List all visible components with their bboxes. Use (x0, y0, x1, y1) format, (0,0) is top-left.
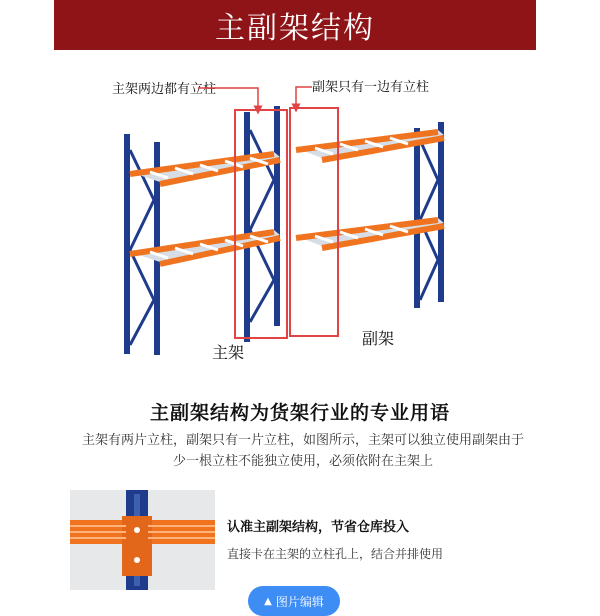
closeup-bracket (122, 516, 152, 576)
arrow-sub (296, 87, 312, 108)
label-main-bottom: 主架 (212, 343, 245, 362)
closeup-bolt-bottom (134, 557, 140, 563)
label-sub-top: 副架只有一边有立柱 (312, 80, 430, 95)
main-upright-right-front (244, 112, 250, 342)
feature-title: 认准主副架结构，节省仓库投入 (227, 520, 410, 535)
main-upright-right-back (274, 106, 280, 326)
image-edit-label: 图片编辑 (275, 594, 324, 609)
feature-subtitle: 直接卡在主架的立柱孔上，结合并排使用 (227, 547, 444, 561)
rack-diagram (0, 60, 600, 390)
sub-upright-front (414, 128, 420, 308)
label-main-top: 主架两边都有立柱 (112, 82, 217, 97)
connector-closeup-image (70, 490, 215, 590)
image-edit-button[interactable] (248, 586, 340, 616)
main-frame (124, 106, 280, 355)
label-sub-bottom: 副架 (362, 329, 395, 348)
closeup-bolt-top (134, 527, 140, 533)
title-banner (54, 0, 536, 50)
highlight-sub-side (290, 108, 338, 336)
main-bracing-left (130, 150, 154, 345)
section-description: 主架有两片立柱，副架只有一片立柱，如图所示，主架可以独立使用副架由于少一根立柱不能独立使用，必须依附在主架上 (81, 433, 524, 469)
image-icon: ▲ (264, 595, 272, 607)
section-heading: 主副架结构为货架行业的专业用语 (149, 402, 450, 424)
sub-frame (296, 122, 444, 308)
sub-upright-back (438, 122, 444, 302)
page-title: 主副架结构 (215, 11, 375, 46)
main-upright-left-front (124, 134, 130, 354)
